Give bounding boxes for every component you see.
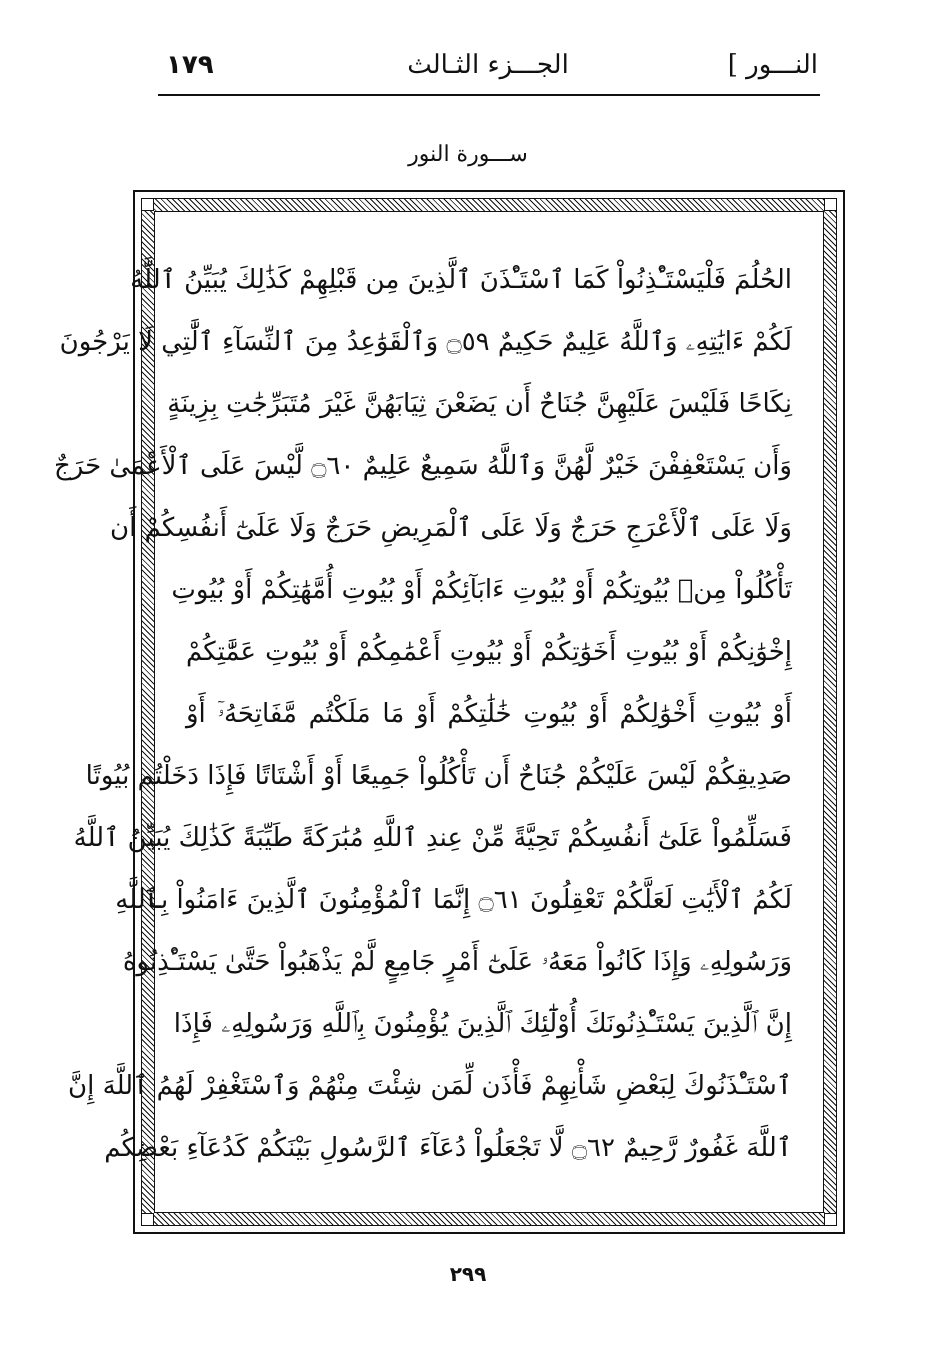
text-line: لَكُمْ ءَايَٰتِهِۦ وَٱللَّهُ عَلِيمٌ حَكِيمٌ ۝٥٩ وَٱلْقَوَٰعِدُ مِنَ ٱلنِّسَآءِ ٱلَّٰتِي لَا يَرْجُونَ	[59, 327, 792, 357]
frame-corner-top-right	[824, 198, 837, 211]
text-line: أَوْ بُيُوتِ أَخْوَٰلِكُمْ أَوْ بُيُوتِ خَٰلَٰتِكُمْ أَوْ مَا مَلَكْتُم مَّفَاتِحَهُۥٓ أَوْ	[186, 699, 792, 729]
quran-text-block	[53, 250, 792, 1185]
header-juz-title: الجـــزء الثـالث	[407, 50, 569, 80]
text-line: وَرَسُولِهِۦ وَإِذَا كَانُواْ مَعَهُۥ عَلَىٰٓ أَمْرٍ جَامِعٍ لَّمْ يَذْهَبُواْ حَتَّىٰ يَسْتَـْٔذِنُوهُ	[122, 947, 792, 977]
page-number: ٢٩٩	[449, 1262, 487, 1286]
frame-corner-bottom-right	[824, 1213, 837, 1226]
text-line: ٱسْتَـْٔذَنُوكَ لِبَعْضِ شَأْنِهِمْ فَأْذَن لِّمَن شِئْتَ مِنْهُمْ وَٱسْتَغْفِرْ لَهُمُ ٱللَّهَ إِنَّ	[68, 1071, 792, 1101]
header-page-number: ١٧٩	[166, 50, 214, 80]
header-surah-name: النـــور ]	[727, 50, 818, 80]
text-line: إِنَّ ٱلَّذِينَ يَسْتَـْٔذِنُونَكَ أُوْلَٰٓئِكَ ٱلَّذِينَ يُؤْمِنُونَ بِٱللَّهِ وَرَسُولِهِۦ فَإِذَا	[173, 1009, 792, 1039]
surah-title: ســـورة النور	[408, 142, 528, 167]
text-line: إِخْوَٰنِكُمْ أَوْ بُيُوتِ أَخَوَٰتِكُمْ أَوْ بُيُوتِ أَعْمَٰمِكُمْ أَوْ بُيُوتِ عَمَّٰتِكُمْ	[186, 637, 792, 667]
text-line: تَأْكُلُواْ مِنۢ بُيُوتِكُمْ أَوْ بُيُوتِ ءَابَآئِكُمْ أَوْ بُيُوتِ أُمَّهَٰتِكُمْ أَوْ بُيُوتِ	[171, 575, 792, 605]
text-line: ٱللَّهَ غَفُورٌ رَّحِيمٌ ۝٦٢ لَّا تَجْعَلُواْ دُعَآءَ ٱلرَّسُولِ بَيْنَكُمْ كَدُعَآءِ بَعْضِكُم	[104, 1133, 792, 1163]
text-line: صَدِيقِكُمْ لَيْسَ عَلَيْكُمْ جُنَاحٌ أَن تَأْكُلُواْ جَمِيعًا أَوْ أَشْتَاتًا فَإِذَا دَخَلْتُم بُيُوتًا	[85, 761, 792, 791]
header-rule	[158, 94, 820, 96]
frame-corner-top-left	[141, 198, 154, 211]
text-line: نِكَاحًا فَلَيْسَ عَلَيْهِنَّ جُنَاحٌ أَن يَضَعْنَ ثِيَابَهُنَّ غَيْرَ مُتَبَرِّجَٰتِ بِزِينَةٍ	[167, 389, 792, 419]
text-line: لَكُمُ ٱلْأَيَٰتِ لَعَلَّكُمْ تَعْقِلُونَ ۝٦١ إِنَّمَا ٱلْمُؤْمِنُونَ ٱلَّذِينَ ءَامَنُواْ بِٱللَّهِ	[115, 885, 792, 915]
text-line: فَسَلِّمُواْ عَلَىٰٓ أَنفُسِكُمْ تَحِيَّةً مِّنْ عِندِ ٱللَّهِ مُبَٰرَكَةً طَيِّبَةً كَذَٰلِكَ يُبَيِّنُ ٱللَّهُ	[73, 823, 792, 853]
text-line: وَلَا عَلَى ٱلْأَعْرَجِ حَرَجٌ وَلَا عَلَى ٱلْمَرِيضِ حَرَجٌ وَلَا عَلَىٰٓ أَنفُسِكُمْ أَن	[110, 513, 792, 543]
page-header	[158, 40, 818, 92]
text-line: الحُلُمَ فَلْيَسْتَـْٔذِنُواْ كَمَا ٱسْتَـْٔذَنَ ٱلَّذِينَ مِن قَبْلِهِمْ كَذَٰلِكَ يُبَيِّنُ ٱللَّهُ	[130, 265, 792, 295]
frame-corner-bottom-left	[141, 1213, 154, 1226]
text-line: وَأَن يَسْتَعْفِفْنَ خَيْرٌ لَّهُنَّ وَٱللَّهُ سَمِيعٌ عَلِيمٌ ۝٦٠ لَّيْسَ عَلَى ٱلْأَعْمَىٰ حَرَجٌ	[53, 451, 792, 481]
